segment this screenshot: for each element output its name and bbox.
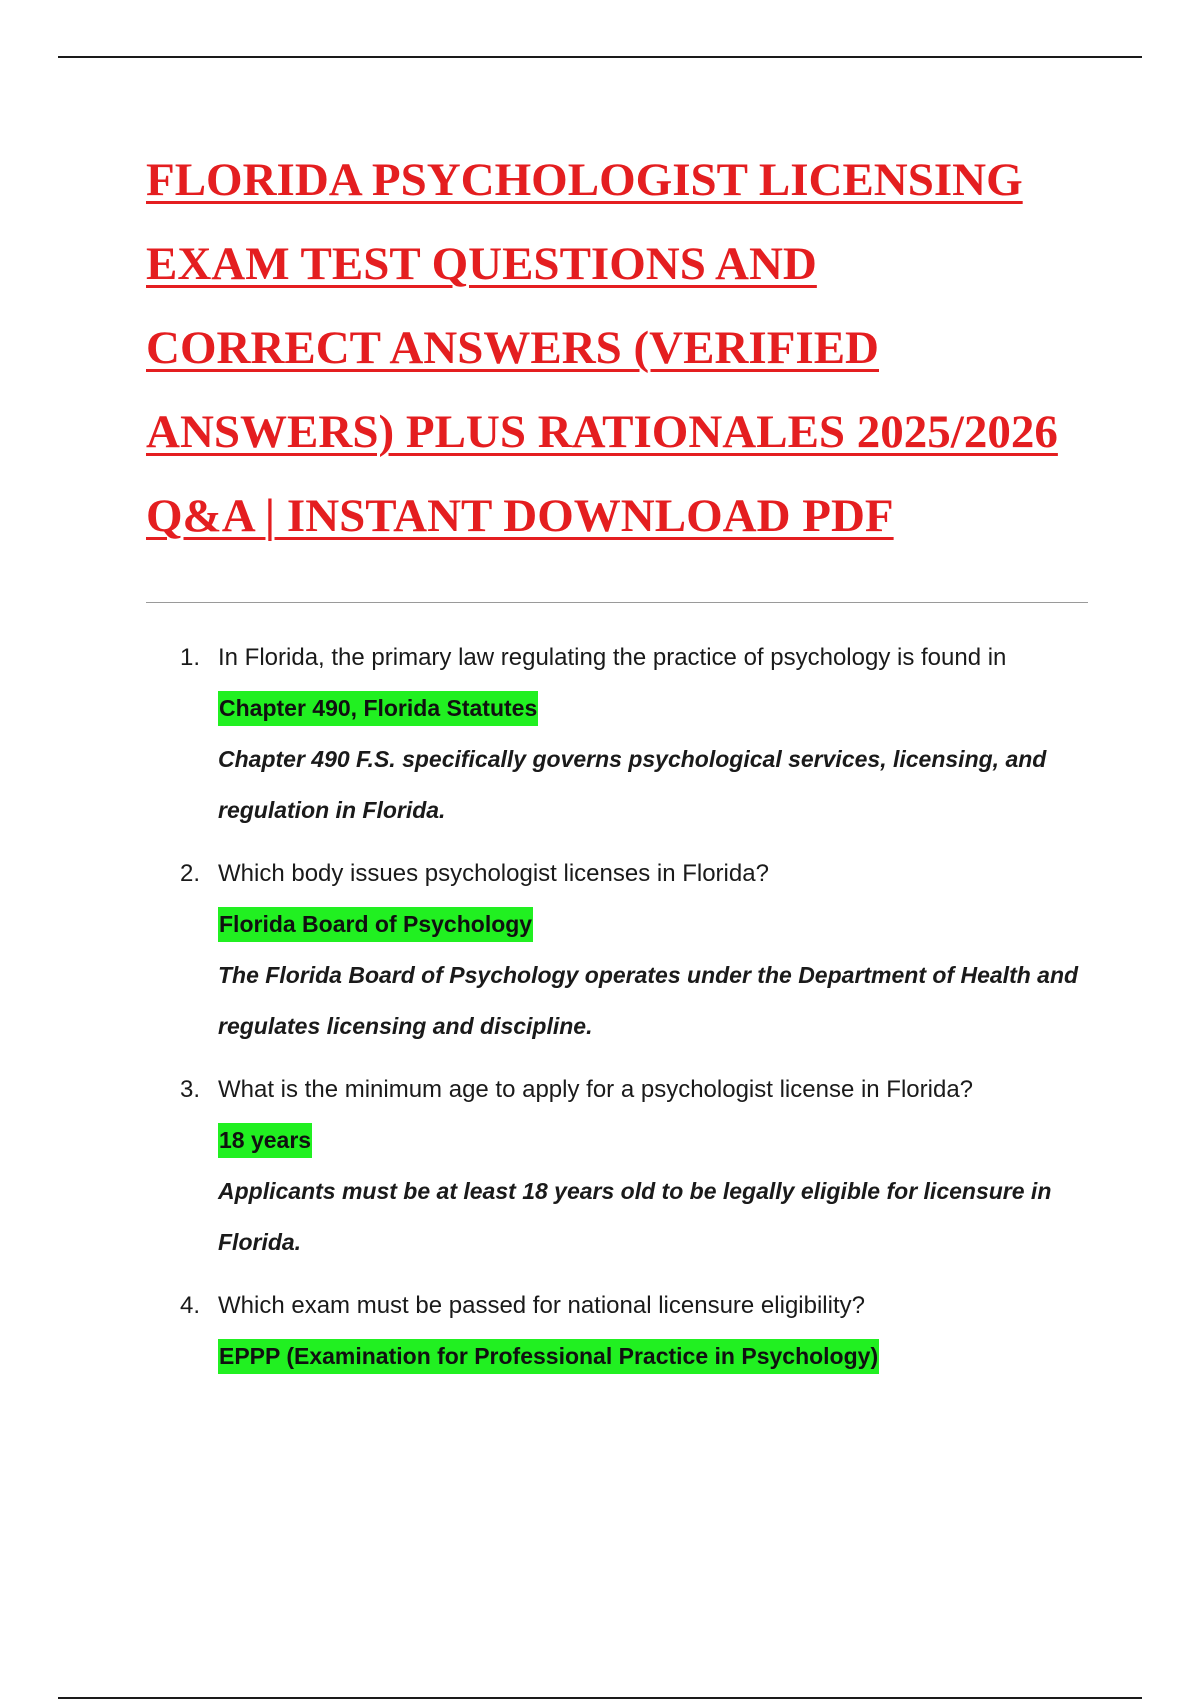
title-line-3 (146, 306, 1146, 390)
title-line-5-text: Q&A | INSTANT DOWNLOAD PDF (146, 490, 894, 542)
answer-row (218, 1115, 1096, 1166)
answer-highlight: 18 years (218, 1123, 312, 1158)
question-text: What is the minimum age to apply for a psychologist license in Florida? (218, 1076, 974, 1103)
question-item-4 (146, 1280, 1096, 1382)
document-title (146, 138, 1146, 558)
title-line-1-text: FLORIDA PSYCHOLOGIST LICENSING (146, 154, 1023, 206)
section-divider (146, 602, 1088, 603)
question-item-1 (146, 632, 1096, 836)
question-list (146, 632, 1096, 1394)
page-top-rule (58, 56, 1142, 58)
answer-highlight: Florida Board of Psychology (218, 907, 533, 942)
question-number: 2. (180, 860, 201, 887)
title-line-4-text: ANSWERS) PLUS RATIONALES 2025/2026 (146, 406, 1058, 458)
question-item-3 (146, 1064, 1096, 1268)
rationale-text: Chapter 490 F.S. specifically governs psychological services, licensing, and regulation in Florida. (218, 746, 1047, 823)
question-text: In Florida, the primary law regulating the practice of psychology is found in (218, 644, 1007, 671)
question-number: 3. (180, 1076, 201, 1103)
answer-highlight: Chapter 490, Florida Statutes (218, 691, 538, 726)
question-number: 4. (180, 1292, 201, 1319)
title-line-4 (146, 390, 1146, 474)
question-text: Which body issues psychologist licenses in Florida? (218, 860, 769, 887)
answer-row (218, 683, 1096, 734)
rationale-text: The Florida Board of Psychology operates under the Department of Health and regulates licensing and discipline. (218, 962, 1079, 1039)
title-line-3-text: CORRECT ANSWERS (VERIFIED (146, 322, 879, 374)
question-number: 1. (180, 644, 201, 671)
title-line-5 (146, 474, 1146, 558)
page-bottom-rule (58, 1697, 1142, 1699)
answer-row (218, 1331, 1096, 1382)
title-line-2 (146, 222, 1146, 306)
answer-highlight: EPPP (Examination for Professional Practice in Psychology) (218, 1339, 879, 1374)
question-text: Which exam must be passed for national licensure eligibility? (218, 1292, 865, 1319)
rationale-text: Applicants must be at least 18 years old to be legally eligible for licensure in Florida. (218, 1178, 1052, 1255)
title-line-1 (146, 138, 1146, 222)
answer-row (218, 899, 1096, 950)
question-item-2 (146, 848, 1096, 1052)
title-line-2-text: EXAM TEST QUESTIONS AND (146, 238, 817, 290)
